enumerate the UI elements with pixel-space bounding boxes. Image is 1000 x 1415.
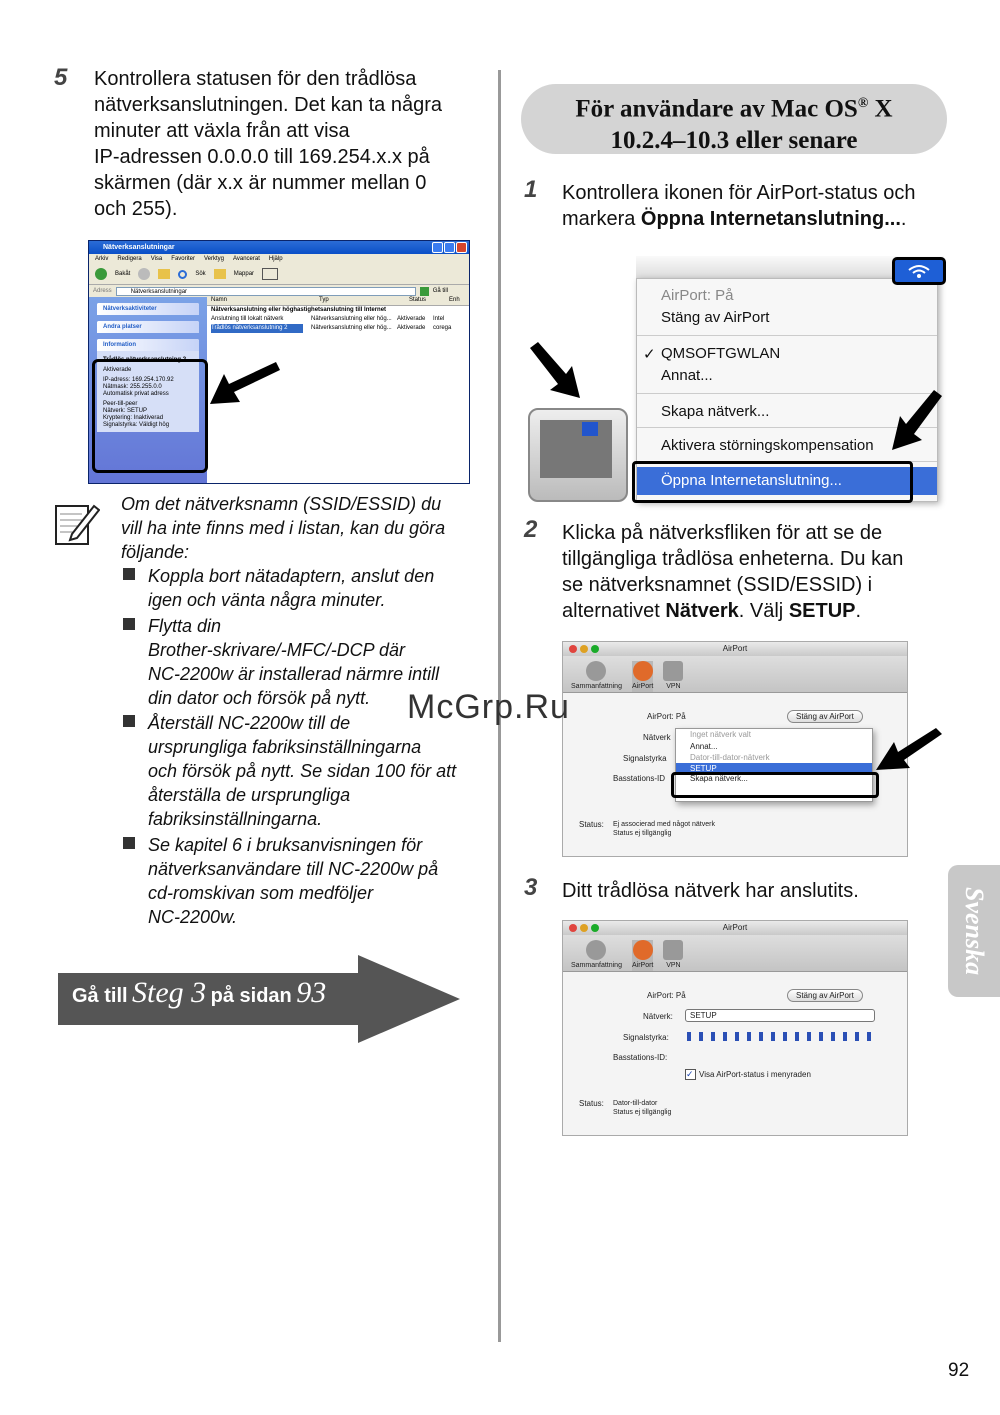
folders-button-label[interactable]: Mappar: [233, 271, 255, 277]
goto-page: 93: [296, 976, 327, 1009]
menu-item-hjalp[interactable]: Hjälp: [268, 256, 283, 262]
mac-window-title: AirPort: [722, 644, 748, 653]
base-station-label: Basstations-ID: [613, 774, 666, 783]
note-line: cd-romskivan som medföljer: [148, 883, 374, 903]
goto-link[interactable]: [72, 976, 326, 1010]
mac-toolbar: [563, 935, 907, 972]
tasks-panel-header[interactable]: Nätverksaktiviteter: [97, 303, 199, 315]
bullet-square: [123, 715, 135, 727]
signal-strength-bar: [685, 1032, 875, 1042]
mac-window-title: AirPort: [722, 923, 748, 932]
status-value: [613, 1099, 671, 1117]
column-headers: [207, 297, 469, 306]
status-line: Status ej tillgänglig: [613, 830, 672, 837]
note-bullet-4: [148, 833, 478, 929]
airport-status-icon[interactable]: [892, 257, 946, 285]
mac-title-bar: [563, 921, 907, 935]
airport-label: AirPort:: [647, 991, 674, 1000]
airport-window-1: [562, 641, 908, 857]
step-1-line: Kontrollera ikonen för AirPort-status och: [562, 182, 916, 204]
heading-line-2: 10.2.4–10.3 eller senare: [610, 127, 858, 155]
menu-item-create-network[interactable]: Skapa nätverk...: [690, 775, 748, 783]
search-button-label[interactable]: Sök: [195, 271, 206, 277]
step-1-punct: .: [900, 208, 907, 230]
row-type: Nätverksanslutning eller hög...: [311, 325, 392, 331]
bullet-square: [123, 568, 135, 580]
maximize-icon[interactable]: [444, 242, 455, 253]
network-select[interactable]: [685, 1009, 875, 1022]
row-status: Aktiverade: [397, 325, 426, 331]
note-bullet-1: [148, 564, 478, 612]
row-name: Trådlös nätverksanslutning 2: [211, 324, 303, 333]
menu-item-network-qmsoftgwlan[interactable]: QMSOFTGWLAN: [661, 345, 781, 362]
heading-x: X: [868, 95, 893, 123]
step-5-line: nätverksanslutningen. Det kan ta några: [94, 94, 442, 116]
menu-item-turn-off-airport[interactable]: Stäng av AirPort: [661, 309, 770, 326]
minimize-icon[interactable]: [432, 242, 443, 253]
note-line: Om det nätverksnamn (SSID/ESSID) du: [121, 494, 442, 514]
turn-off-airport-button[interactable]: Stäng av AirPort: [787, 989, 863, 1002]
folder-up-icon[interactable]: [158, 269, 170, 279]
base-station-label: Basstations-ID:: [613, 1053, 668, 1062]
folders-icon[interactable]: [214, 269, 226, 279]
row-name: Anslutning till lokalt nätverk: [211, 316, 284, 322]
view-icon[interactable]: [262, 268, 278, 280]
menu-item-avancerat[interactable]: Avancerat: [232, 256, 260, 262]
menu-item-create-network[interactable]: Skapa nätverk...: [661, 403, 770, 420]
step-5-number: 5: [54, 64, 68, 91]
summary-icon: [586, 661, 606, 681]
status-value: [613, 820, 715, 838]
tab-vpn[interactable]: [663, 661, 683, 692]
row-device: corega: [433, 325, 452, 331]
status-label: Status:: [579, 820, 604, 829]
bullet-square: [123, 837, 135, 849]
pointer-arrow-icon: [204, 360, 282, 410]
show-status-checkbox-row[interactable]: [685, 1069, 811, 1080]
menu-item-visa[interactable]: Visa: [150, 256, 163, 262]
menu-item-no-network: Inget nätverk valt: [690, 730, 751, 739]
back-button-label[interactable]: Bakåt: [115, 271, 131, 277]
mac-screen: [540, 420, 612, 478]
menu-item-arkiv[interactable]: Arkiv: [95, 256, 109, 262]
row-device: Intel: [433, 316, 445, 322]
xp-menubar: [89, 254, 469, 264]
xp-address-bar: [89, 285, 469, 297]
step-2-bold-setup: SETUP: [788, 600, 856, 622]
tab-label: AirPort: [631, 683, 654, 690]
go-button-label[interactable]: Gå till: [432, 288, 449, 294]
note-bullet-3: [148, 711, 478, 831]
note-line: nätverksanvändare till NC-2200w på: [148, 859, 439, 879]
section-heading: [521, 88, 947, 157]
step-1-number: 1: [524, 176, 538, 203]
xp-window-title: Nätverksanslutningar: [103, 244, 175, 251]
address-value: Nätverksanslutningar: [130, 288, 188, 295]
table-row[interactable]: [207, 324, 469, 333]
airport-window-2: [562, 920, 908, 1136]
wifi-icon: [633, 940, 653, 960]
open-internet-highlight-box: [632, 461, 913, 503]
note-line: och försök på nytt. Se sidan 100 för att: [148, 761, 457, 781]
step-2-text: [562, 520, 962, 624]
info-line: Signalstyrka: Väldigt hög: [103, 422, 170, 428]
step-1-line: markera: [562, 208, 641, 230]
step-2-bold-network: Nätverk: [665, 600, 739, 622]
status-line: Status ej tillgänglig: [613, 1109, 672, 1116]
lock-icon: [663, 661, 683, 681]
pointer-arrow-icon: [874, 728, 944, 774]
note-line: Återställ NC-2200w till de: [148, 713, 351, 733]
go-icon[interactable]: [420, 287, 429, 296]
lock-icon: [663, 940, 683, 960]
status-line: Ej associerad med något nätverk: [613, 821, 715, 828]
close-icon[interactable]: [569, 645, 577, 653]
registered-mark: ®: [857, 96, 869, 111]
menu-item-other[interactable]: Annat...: [690, 742, 718, 751]
status-label: Status:: [579, 1099, 604, 1108]
forward-icon[interactable]: [138, 268, 150, 280]
airport-status-row: [647, 991, 686, 1000]
summary-icon: [586, 940, 606, 960]
step-5-line: skärmen (där x.x är nummer mellan 0: [94, 172, 427, 194]
xp-toolbar: [89, 264, 469, 285]
note-line: Koppla bort nätadaptern, anslut den: [148, 566, 435, 586]
menu-item-favoriter[interactable]: Favoriter: [171, 256, 195, 262]
tab-summary[interactable]: [571, 940, 622, 971]
note-line: NC-2200w.: [148, 907, 238, 927]
step-5-line: minuter att växla från att visa: [94, 120, 350, 142]
column-name[interactable]: Namn: [211, 297, 228, 303]
zoom-icon[interactable]: [591, 645, 599, 653]
tab-label: AirPort: [631, 962, 654, 969]
menu-item-other[interactable]: Annat...: [661, 367, 713, 384]
note-line: igen och vänta några minuter.: [148, 590, 386, 610]
step-5-line: och 255).: [94, 198, 178, 220]
signal-label: Signalstyrka: [623, 754, 667, 763]
note-line: Flytta din: [148, 616, 222, 636]
tab-label: VPN: [666, 962, 681, 969]
note-line: fabriksinställningarna.: [148, 809, 323, 829]
column-type[interactable]: Typ: [319, 297, 329, 303]
airport-status-row: [647, 712, 686, 721]
search-icon[interactable]: [178, 270, 187, 279]
step-3-number: 3: [524, 874, 538, 901]
network-label: Nätverk:: [643, 1012, 673, 1021]
network-label: Nätverk: [643, 733, 671, 742]
table-row[interactable]: [207, 315, 469, 324]
page-number: 92: [948, 1360, 970, 1381]
tab-label: VPN: [666, 683, 681, 690]
tab-label: Sammanfattning: [571, 962, 622, 969]
note-line: återställa de ursprungliga: [148, 785, 351, 805]
tab-vpn[interactable]: [663, 940, 683, 971]
status-line: Dator-till-dator: [613, 1100, 658, 1107]
info-line: Kryptering: Inaktiverad: [103, 415, 164, 421]
mac-computer-illustration: [528, 408, 628, 502]
step-5-line: Kontrollera statusen för den trådlösa: [94, 68, 417, 90]
note-intro: [121, 492, 491, 564]
note-line: följande:: [121, 542, 190, 562]
signal-label: Signalstyrka:: [623, 1033, 669, 1042]
step-2-punct: .: [855, 600, 862, 622]
xp-title-bar: [89, 241, 469, 254]
row-status: Aktiverade: [397, 316, 426, 322]
show-status-checkbox-label: Visa AirPort-status i menyraden: [699, 1070, 811, 1079]
wifi-icon: [633, 661, 653, 681]
step-2-line: Klicka på nätverksfliken för att se de: [562, 522, 883, 544]
note-line: NC-2200w är installerad närmre intill: [148, 664, 440, 684]
step-2-number: 2: [524, 516, 538, 543]
info-panel-header[interactable]: Information: [97, 339, 199, 351]
menu-item-airport-status: AirPort: På: [661, 287, 734, 304]
menu-item-verktyg[interactable]: Verktyg: [203, 256, 224, 262]
step-1-text: [562, 180, 962, 232]
places-panel[interactable]: [97, 321, 199, 333]
close-icon[interactable]: [569, 924, 577, 932]
tab-airport[interactable]: [632, 940, 653, 971]
places-panel-header[interactable]: Andra platser: [97, 321, 199, 333]
column-status[interactable]: Status: [409, 297, 427, 303]
info-connection-name: Trådlös nätverksanslutning 2: [103, 357, 187, 363]
watermark: McGrp.Ru: [407, 688, 570, 726]
tab-label: Sammanfattning: [571, 683, 622, 690]
info-line: Aktiverade: [103, 367, 132, 373]
menu-item-interference-robustness[interactable]: Aktivera störningskompensation: [661, 437, 874, 454]
checkmark-icon: ✓: [643, 346, 656, 363]
airport-value: På: [675, 991, 686, 1000]
note-line: vill ha inte finns med i listan, kan du göra: [121, 518, 446, 538]
menu-item-open-internet-connect[interactable]: Öppna Internetanslutning...: [661, 472, 842, 489]
note-line: Brother-skrivare/-MFC/-DCP där: [148, 640, 406, 660]
note-line: din dator och försök på nytt.: [148, 688, 371, 708]
goto-step: Steg 3: [132, 976, 207, 1009]
address-input[interactable]: [116, 287, 416, 296]
checkbox-checked-icon[interactable]: ✓: [685, 1069, 696, 1080]
note-line: Se kapitel 6 i bruksanvisningen för: [148, 835, 423, 855]
goto-middle: på sidan: [210, 985, 292, 1007]
zoom-icon[interactable]: [591, 924, 599, 932]
info-line: Nätmask: 255.255.0.0: [103, 384, 162, 390]
column-device[interactable]: Enh: [449, 297, 460, 303]
pointer-arrow-icon: [888, 388, 944, 454]
heading-line-1: För användare av Mac OS: [575, 95, 858, 123]
step-2-line: se nätverksnamnet (SSID/ESSID) i: [562, 574, 873, 596]
step-2-line: tillgängliga trådlösa enheterna. Du kan: [562, 548, 904, 570]
minimize-icon[interactable]: [580, 924, 588, 932]
row-type: Nätverksanslutning eller hög...: [311, 316, 392, 322]
menu-item-setup[interactable]: SETUP: [676, 763, 872, 775]
mac-title-bar: [563, 642, 907, 656]
info-line: Automatisk privat adress: [103, 391, 169, 397]
mac-toolbar: [563, 656, 907, 693]
note-line: ursprungliga fabriksinställningarna: [148, 737, 422, 757]
menu-separator: [637, 335, 937, 336]
menu-item-redigera[interactable]: Redigera: [117, 256, 142, 262]
airport-label: AirPort:: [647, 712, 674, 721]
tab-summary[interactable]: [571, 661, 622, 692]
step-2-line: alternativet: [562, 600, 666, 622]
turn-off-airport-button[interactable]: Stäng av AirPort: [787, 710, 863, 723]
setup-highlight-box: [671, 772, 879, 798]
tab-airport[interactable]: [632, 661, 653, 692]
network-value: SETUP: [690, 1011, 717, 1020]
address-label: Adress: [93, 288, 112, 294]
info-line: IP-adress: 169.254.170.92: [103, 377, 174, 383]
airport-value: På: [675, 712, 686, 721]
tasks-panel[interactable]: [97, 303, 199, 315]
step-2-mid: . Välj: [738, 600, 789, 622]
step-3-text: Ditt trådlösa nätverk har anslutits.: [562, 880, 859, 902]
step-5-text: [94, 66, 489, 222]
step-1-bold: Öppna Internetanslutning...: [640, 208, 901, 230]
pointer-arrow-icon: [528, 340, 582, 402]
language-side-tab-label: Svenska: [960, 886, 989, 976]
info-line: Nätverk: SETUP: [103, 408, 148, 414]
info-highlight-box: [92, 359, 208, 473]
note-pencil-icon: [54, 500, 100, 546]
goto-prefix: Gå till: [72, 985, 128, 1007]
info-line: Peer-till-peer: [103, 401, 138, 407]
back-icon[interactable]: [95, 268, 107, 280]
minimize-icon[interactable]: [580, 645, 588, 653]
bullet-square: [123, 618, 135, 630]
close-icon[interactable]: [456, 242, 467, 253]
mac-screen-window: [582, 422, 598, 436]
step-5-line: IP-adressen 0.0.0.0 till 169.254.x.x på: [94, 146, 430, 168]
menu-item-computer-to-computer: Dator-till-dator-nätverk: [690, 753, 770, 762]
group-header: Nätverksanslutning eller höghastighetsanslutning till Internet: [211, 307, 387, 313]
